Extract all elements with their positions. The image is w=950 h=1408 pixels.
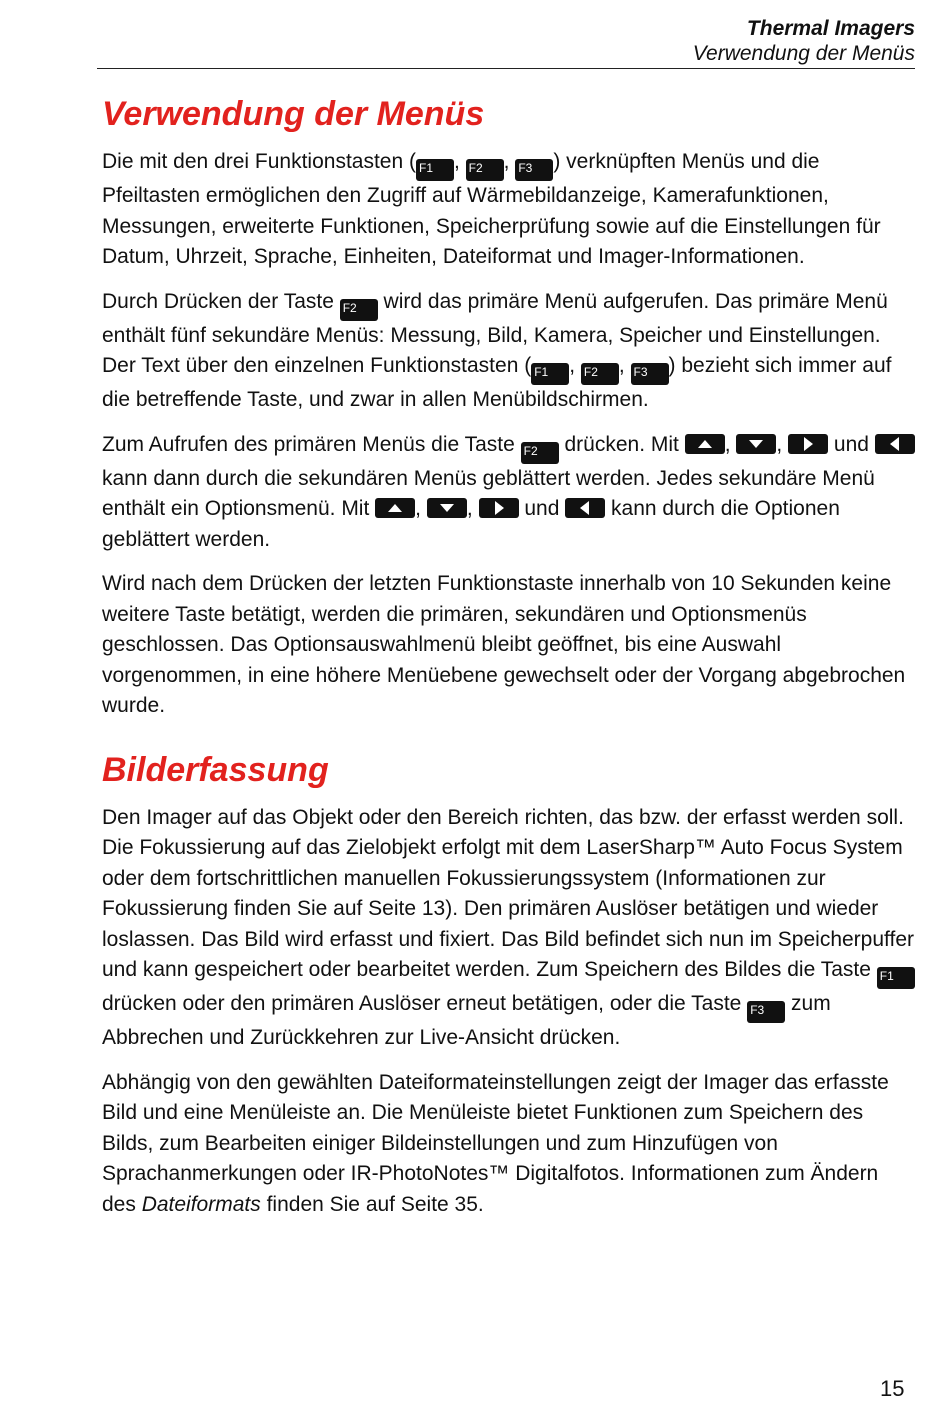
- f3-key-icon: F3: [515, 159, 553, 181]
- f2-key-icon: F2: [340, 299, 378, 321]
- paragraph-menu-timeout: Wird nach dem Drücken der letzten Funktionstaste innerhalb von 10 Sekunden keine weitere Taste betätigt, werden die primären, sekundären und Optionsmenüs geschlossen. Das Optionsauswahlmenü bleibt geöffnet, bis eine Auswahl vorgenommen, in eine höhere Menüebene gewechselt oder der Vorgang abgebrochen wurde.: [102, 572, 906, 717]
- paragraph-navigation: Zum Aufrufen des primären Menüs die Taste F2 drücken. Mit , , und kann dann durch die sekundären Menüs geblättert werden. Jedes sekundäre Menü enthält ein Optionsmenü. Mit , , und kann durch die Optionen geblättert werden.: [102, 430, 917, 556]
- f1-key-icon: F1: [877, 967, 915, 989]
- section-heading-image-capture: Bilderfassung: [102, 750, 329, 789]
- f2-key-icon: F2: [581, 363, 619, 385]
- arrow-down-key-icon: [427, 498, 467, 518]
- page-number: 15: [880, 1376, 905, 1401]
- page-content: [102, 92, 917, 1220]
- paragraph-menus-intro: Die mit den drei Funktionstasten ( F1 , F2 , F3 ) verknüpften Menüs und die Pfeiltasten ermöglichen den Zugriff auf Wärmebildanzeige, Kamerafunktionen, Messungen, erweiterte Funktionen, Speicherprüfung sowie auf die Einstellungen für Datum, Uhrzeit, Sprache, Einheiten, Dateiformat und Imager-Informationen.: [102, 150, 881, 268]
- arrow-left-key-icon: [565, 498, 605, 518]
- arrow-right-key-icon: [479, 498, 519, 518]
- file-format-term: Dateiformats: [141, 1192, 261, 1216]
- paragraph-primary-menu: Durch Drücken der Taste F2 wird das primäre Menü aufgerufen. Das primäre Menü enthält fünf sekundäre Menüs: Messung, Bild, Kamera, Speicher und Einstellungen. Der Text über den einzelnen Funktionstasten ( F1 , F2 , F3 ) bezieht sich immer auf die betreffende Taste, und zwar in allen Menübildschirmen.: [102, 289, 892, 411]
- section-heading-menus: Verwendung der Menüs: [102, 95, 485, 133]
- f3-key-icon: F3: [631, 363, 669, 385]
- arrow-up-key-icon: [375, 498, 415, 518]
- f2-key-icon: F2: [466, 159, 504, 181]
- header-subtitle: Verwendung der Menüs: [692, 42, 915, 65]
- f1-key-icon: F1: [531, 363, 569, 385]
- running-header: [97, 16, 915, 69]
- paragraph-capture: Den Imager auf das Objekt oder den Bereich richten, das bzw. der erfasst werden soll. Die Fokussierung auf das Zielobjekt erfolgt mit dem LaserSharp™ Auto Focus System oder dem fortschrittlichen manuellen Fokussierungssystem (Informationen zur Fokussierung finden Sie auf Seite 13). Den primären Auslöser betätigen und wieder loslassen. Das Bild wird erfasst und fixiert. Das Bild befindet sich nun im Speicherpuffer und kann gespeichert oder bearbeitet werden. Zum Speichern des Bildes die Taste F1 drücken oder den primären Auslöser erneut betätigen, oder die Taste F3 zum Abbrechen und Zurückkehren zur Live-Ansicht drücken.: [102, 805, 914, 1049]
- f2-key-icon: F2: [521, 442, 559, 464]
- arrow-right-key-icon: [788, 434, 828, 454]
- header-title: Thermal Imagers: [746, 17, 915, 40]
- arrow-left-key-icon: [875, 434, 915, 454]
- f3-key-icon: F3: [747, 1001, 785, 1023]
- arrow-down-key-icon: [736, 434, 776, 454]
- paragraph-file-format: Abhängig von den gewählten Dateiformateinstellungen zeigt der Imager das erfasste Bild und eine Menüleiste an. Die Menüleiste bietet Funktionen zum Speichern des Bilds, zum Bearbeiten einiger Bildeinstellungen und zum Hinzufügen von Sprachanmerkungen oder IR-PhotoNotes™ Digitalfotos. Informationen zum Ändern des Dateiformats finden Sie auf Seite 35.: [102, 1070, 889, 1216]
- arrow-up-key-icon: [685, 434, 725, 454]
- f1-key-icon: F1: [416, 159, 454, 181]
